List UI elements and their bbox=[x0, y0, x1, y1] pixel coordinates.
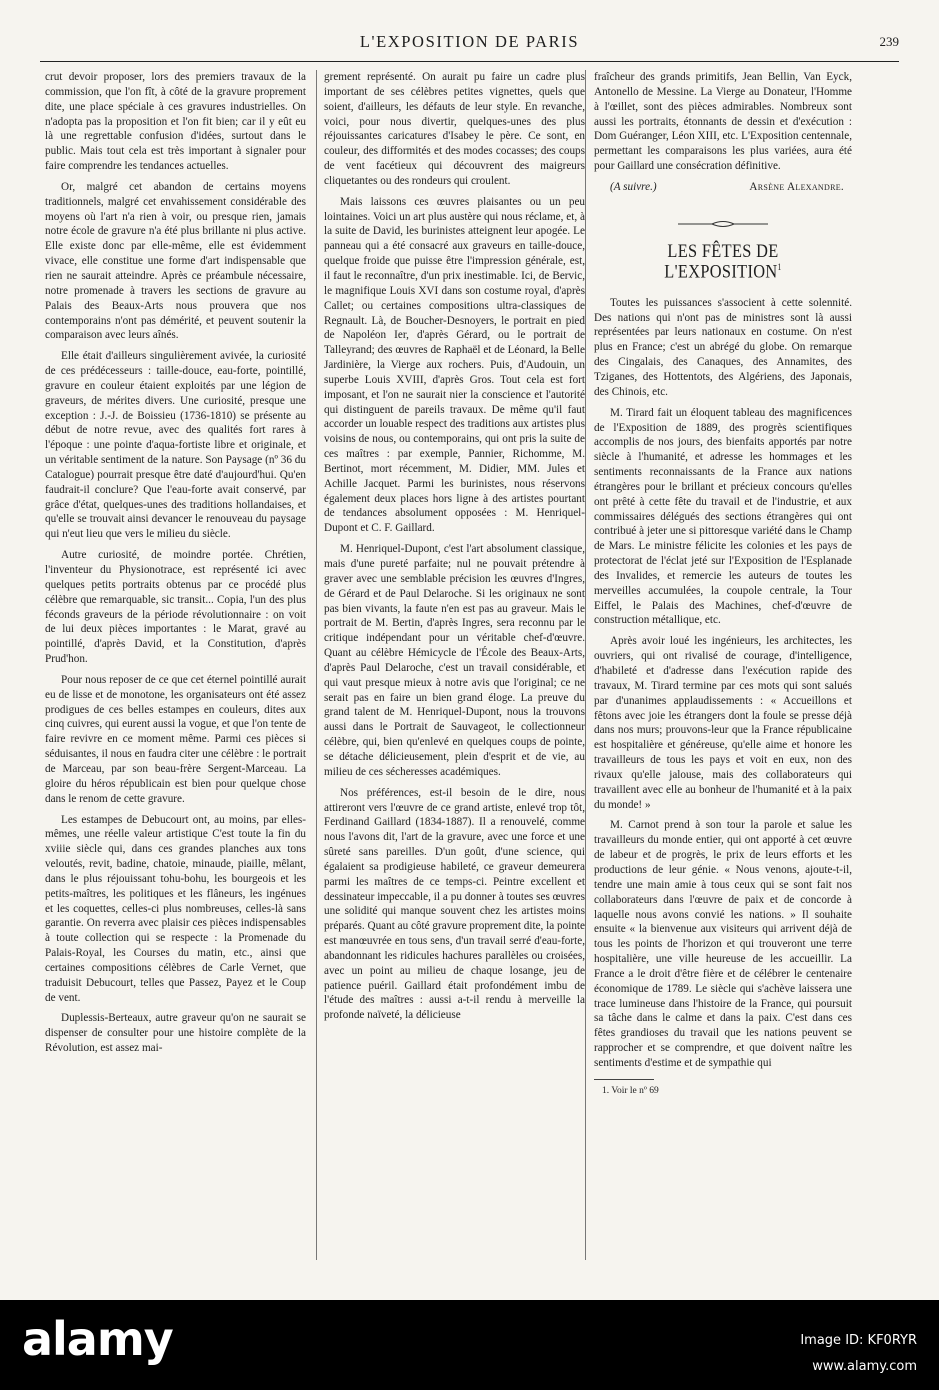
article-signature bbox=[610, 180, 844, 195]
site-url: www.alamy.com bbox=[812, 1359, 917, 1374]
image-id-label: Image ID: KF0RYR bbox=[800, 1333, 917, 1348]
paragraph: M. Carnot prend à son tour la parole et salue les travailleurs du monde entier, qui ont apporté à cet œuvre de labeur et de progrès, le prix de leurs efforts et les productions de leur génie. « Nous venons, ajoute-t-il, tendre une main amie à tous ceux qui se sont fait nos collaborateurs dans l'œuvre de paix et de concorde à laquelle nous avons convié les nations. » Il souhaite ensuite « la bienvenue aux visiteurs qui arrivent déjà de tous les points de l'horizon et qui trouveront une terre hospitalière, une ville heureuse de les accueillir. La France a le droit d'être fière et de célébrer le centenaire économique de 1789. Le siècle qui s'achève laissera une trace lumineuse dans l'histoire de la France, qui poursuit sa tâche dans le calme et dans la paix. C'est dans ces fêtes grandioses du travail que les nations peuvent se rapprocher et se comprendre, et que doivent naître les sentiments d'estime et de sympathie qui bbox=[594, 819, 852, 1069]
stock-watermark-bar bbox=[0, 1300, 939, 1390]
paragraph: crut devoir proposer, lors des premiers travaux de la commission, que l'on fît, à côté de la gravure proprement dite, une place spéciale à ces gravures industrielles. On n'adopta pas la proposition et l'on fit bien; car il y eût eu là une regrettable confusion d'idées, surtout dans le public. Mais tout cela est très important à signaler pour faire comprendre les tendances actuelles. bbox=[45, 71, 306, 173]
paragraph: Mais laissons ces œuvres plaisantes ou un peu lointaines. Voici un art plus austère qui nous réclame, et, à la suite de David, les burinistes atteignent leur apogée. Le panneau qui a été consacré aux graveurs en taille-douce, quelque froide que puisse être l'impression générale, est, il faut le reconnaître, d'un prix inestimable. Ici, de Bervic, le magnifique Louis XVI dans son costume royal, d'après Callet; ou certaines compositions ultra-classiques de Regnault. Là, de Boucher-Desnoyers, le portrait en pied de Napoléon Ier, d'après Gérard, ou le portrait de Talleyrand; des œuvres de Raphaël et de Léonard, la Belle Jardinière, la Vierge aux rochers. Puis, d'Audouin, un superbe Louis XVIII, d'après Gros. Tout cela est fort imposant, et l'on ne saurait nier la conscience et l'autorité qui distinguent de pareils travaux. De même qu'il faut accorder un louable respect des traditions aux artistes plus voisins de nous, ou contemporains, qui ont pris la suite de ces maîtres : par exemple, Pannier, Richomme, M. Bertinot, mort récemment, M. Didier, MM. Jules et Achille Jacquet. Parmi les burinistes, nous réservons également deux places hors ligne à des artistes pourtant de tendances absolument opposées : M. Henriquel-Dupont et C. F. Gaillard. bbox=[324, 195, 585, 535]
paragraph: fraîcheur des grands primitifs, Jean Bellin, Van Eyck, Antonello de Messine. La Vierge au Donateur, l'Homme à l'œillet, sont des pièces admirables. Nombreux sont aussi les portraits, étonnants de dessin et d'exécution : Dom Guéranger, Léon XIII, etc. L'Exposition centennale, permettant les comparaisons les plus variées, aura été pour Gaillard une consécration définitive. bbox=[594, 71, 852, 173]
paragraph: M. Tirard fait un éloquent tableau des magnificences de l'Exposition de 1889, des progrès scientifiques accomplis de nos jours, des bienfaits apportés par notre siècle à l'humanité, et adresse les hommages et les sentiments reconnaissants de la France aux nations étrangères pour le brillant et précieux concours qu'elles ont prêté à cette fête du travail et de l'industrie, et aux commissaires délégués des sections étrangères qui ont contribué à jeter une si pittoresque variété dans le Champ de Mars. Le ministre félicite les colonies et les pays de protectorat de l'éclat jeté sur l'Exposition de l'Esplanade des Invalides, et remercie les auteurs de toutes les merveilles accumulées, la coupole centrale, la Tour Eiffel, le Palais des Machines, chef-d'œuvre de construction métallique, etc. bbox=[594, 406, 852, 627]
ornament-divider-icon bbox=[678, 219, 768, 229]
paragraph: Pour nous reposer de ce que cet éternel pointillé aurait eu de lisse et de monotone, les organisateurs ont été assez prodigues de ces belles estampes en couleurs, dites aux cinq cuivres, qui eurent aussi la vogue, et que l'on tente de faire revivre en ce moment même. Parmi ces pièces si séduisantes, il nous en faudra citer une célèbre : le portrait de Marceau, par son beau-frère Sergent-Marceau. La gloire du héros républicain est bien pour quelque chose dans le renom de cette gravure. bbox=[45, 673, 306, 805]
paragraph: Elle était d'ailleurs singulièrement avivée, la curiosité de ces prédécesseurs : taille-douce, eau-forte, pointillé, gravure en couleur étaient exploités par une légion de graveurs, de mérites divers. Une curiosité, presque une exception : J.-J. de Boissieu (1736-1810) se présente au début de notre revue, avec des qualités fort rares à l'époque : une pointe d'aqua-fortiste libre et originale, et un véritable sentiment de la nature. Son Paysage (nº 36 du Catalogue) pourrait presque être daté d'aujourd'hui. Qu'en faudrait-il conclure? Que l'eau-forte avait conservé, par grâce d'état, quelques-unes des traditions hollandaises, et qu'elle se trouvait ainsi devancer le renouveau du paysage qui n'eut lieu que vers le milieu du siècle. bbox=[45, 350, 306, 541]
running-title: L'EXPOSITION DE PARIS bbox=[359, 32, 580, 51]
paragraph: Duplessis-Berteaux, autre graveur qu'on ne saurait se dispenser de consulter pour une histoire complète de la Révolution, est assez mai- bbox=[45, 1012, 306, 1055]
text-column-2 bbox=[324, 70, 585, 1260]
text-column-1 bbox=[45, 70, 306, 1260]
paragraph: Après avoir loué les ingénieurs, les architectes, les ouvriers, qui ont rivalisé de courage, d'intelligence, d'habileté et d'adresse dans l'exécution rapide des travaux, M. Tirard termine par ces mots qui sont salués par d'unanimes applaudissements : « Accueillons et fêtons avec joie les étrangers dont la foule se presse déjà dans nos murs; prouvons-leur que la France républicaine est hospitalière et généreuse, qu'elle aime et honore les travailleurs de tous les pays et voit en eux, non des rivaux qu'elle jalouse, mais des collaborateurs qui travaillent avec elle au bonheur de l'humanité et à la paix du monde! » bbox=[594, 635, 852, 811]
page-header bbox=[40, 28, 899, 58]
footnote: 1. Voir le nº 69 bbox=[602, 1085, 659, 1096]
paragraph: Nos préférences, est-il besoin de le dire, nous attireront vers l'œuvre de ce grand artiste, enlevé trop tôt, Ferdinand Gaillard (1834-1887). Il a renouvelé, comme nous l'avons dit, l'art de la gravure, avec une force et une sûreté sans pareilles. D'un goût, d'une science, qui égalaient sa prodigieuse habileté, ce graveur demeurera parmi les maîtres de ce temps-ci. Peintre excellent et dessinateur impeccable, il a pu donner à toutes ses œuvres une solidité qui manque souvent chez les artistes moins préparés. Quant au côté gravure proprement dite, la pointe est manœuvrée en tous sens, d'un travail serré d'eau-forte, abandonnant les ridicules hachures parallèles ou croisées, avec un point au milieu de chaque losange, jeu de patience puéril. Gaillard était profondément imbu de l'étude des maîtres : aussi a-t-il rendu à merveille la profonde naïveté, la délicieuse bbox=[324, 786, 585, 1022]
paragraph: Les estampes de Debucourt ont, au moins, par elles-mêmes, une réelle valeur artistique C'est toute la fin du xviiie siècle qui, dans ces grandes planches aux tons veloutés, revit, badine, chatoie, minaude, piaille, mêlant, dans le plus réjouissant tohu-bohu, les bourgeois et les petits-maîtres, les politiques et les flâneurs, les ingénues et les coquettes, celles-ci plus nombreuses, celles-là sans garantie. On reverra avec plaisir ces pièces indispensables à toute collection qui se respecte : la Promenade du Palais-Royal, les Courses du matin, etc., ainsi que certaines compositions célèbres de Carle Vernet, que traduisit Debucourt, telles que Passez, Payez et le Coup de vent. bbox=[45, 813, 306, 1004]
footnote-mark: 1 bbox=[777, 261, 782, 272]
column-separator bbox=[316, 70, 317, 1260]
column-separator bbox=[585, 70, 586, 1260]
page-number: 239 bbox=[879, 34, 899, 49]
author-name: Arsène Alexandre. bbox=[749, 180, 844, 193]
alamy-logo: alamy bbox=[22, 1312, 173, 1366]
paragraph: Or, malgré cet abandon de certains moyens traditionnels, malgré cet envahissement considérable des moyens où l'art n'a rien à voir, ou presque rien, jamais notre école de gravure n'a été plus brillante ni plus active. Elle existe donc par elle-même, elle est évidemment vivace, elle constitue une forme d'art indispensable que rien ne saurait atteindre. Après ce préambule nécessaire, notre promenade à travers les sections de gravure au Palais des Beaux-Arts nous prouvera que nos contemporains n'ont pas démérité, et peuvent soutenir la comparaison avec leurs aînés. bbox=[45, 180, 306, 342]
text-column-3 bbox=[594, 70, 852, 1260]
header-rule bbox=[40, 61, 899, 62]
to-be-continued: (A suivre.) bbox=[610, 180, 657, 193]
section-heading: LES FÊTES DE L'EXPOSITION$^1$ bbox=[664, 240, 782, 282]
paragraph: M. Henriquel-Dupont, c'est l'art absolument classique, mais d'une pureté parfaite; nul ne pouvait prétendre à graver avec une semblable précision les œuvres d'Ingres, de Gérard et de Paul Delaroche. Si les originaux ne sont pas bien vivants, la faute n'en est pas au graveur. Mais le portrait de M. Bertin, d'après Ingres, sera reconnu par le critique indépendant pour un véritable chef-d'œuvre. Quant au célèbre Hémicycle de l'École des Beaux-Arts, d'après Paul Delaroche, c'est un travail considérable, et qui vaut presque mieux à notre avis que l'original; ce ne serait pas en faire un bien grand éloge. La preuve du grand talent de M. Henriquel-Dupont, nous la trouvons aussi dans le Portrait de Sauvageot, le collectionneur célèbre, qui, bien qu'enlevé en quelques coups de pointe, se détache délicieusement, plein d'esprit et de vie, au milieu de ces sécheresses académiques. bbox=[324, 543, 585, 778]
paragraph: Toutes les puissances s'associent à cette solennité. Des nations qui n'ont pas de ministres sont là aussi représentées par leurs nationaux en costume. On n'est plus en France; c'est un abrégé du globe. On remarque des Cingalais, des Canaques, des Annamites, des Tziganes, des Hottentots, des Algériens, des Japonais, des Chinois, etc. bbox=[594, 296, 852, 398]
paragraph: Autre curiosité, de moindre portée. Chrétien, l'inventeur du Physionotrace, est représenté ici avec quelques petits portraits obtenus par ce procédé plus célèbre que remarquable, sic transit... Copia, l'un des plus féconds graveurs de la période révolutionnaire : on voit de lui deux pièces importantes : le Marat, gravé au pointillé, d'après David, et la Constitution, d'après Prud'hon. bbox=[45, 549, 306, 666]
paragraph: grement représenté. On aurait pu faire un cadre plus important de ses célèbres petites vignettes, quels que soient, d'ailleurs, les défauts de leur style. En revanche, voici, pour nous divertir, quelques-unes des plus réjouissantes caricatures d'Isabey le père. Ce sont, en couleur, des difformités et des modes cocasses; des coups de vent facétieux qui découvrent des maigreurs cliquetantes ou des rondeurs qui croulent. bbox=[324, 71, 585, 187]
footnote-rule bbox=[594, 1079, 654, 1080]
